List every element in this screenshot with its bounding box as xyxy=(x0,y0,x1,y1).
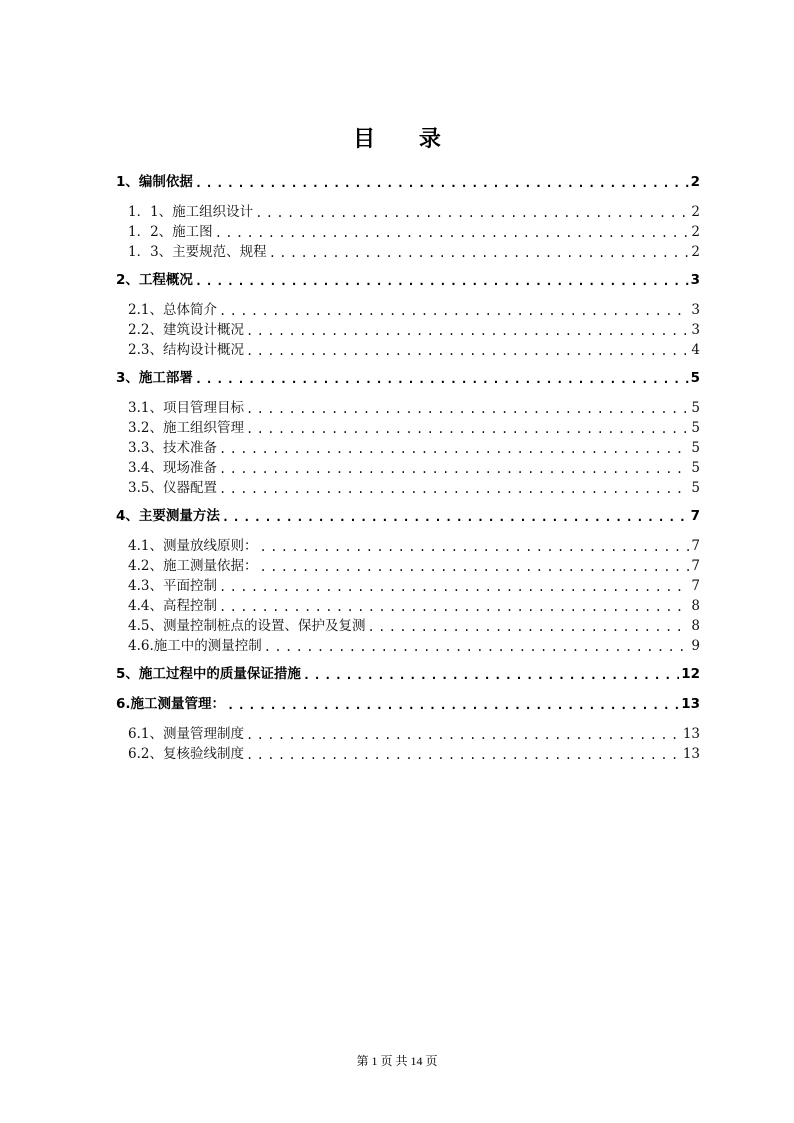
toc-page-number: 2 xyxy=(690,174,700,190)
toc-page-number: 5 xyxy=(690,370,700,386)
toc-page-number: 8 xyxy=(691,618,700,634)
toc-dot-leader xyxy=(303,666,679,684)
toc-page-number: 12 xyxy=(681,666,700,682)
toc-subsection-entry[interactable] xyxy=(116,576,700,596)
toc-entry-label: 2、工程概况 xyxy=(116,272,193,288)
toc-page-number: 13 xyxy=(682,726,700,742)
toc-dot-leader xyxy=(264,638,690,656)
toc-entry-label: 6.1、测量管理制度 xyxy=(128,726,244,742)
toc-section-entry[interactable] xyxy=(116,694,700,714)
toc-page-number: 7 xyxy=(691,538,700,554)
toc-dot-leader xyxy=(219,460,689,478)
toc-entry-label: 1．3、主要规范、规程 xyxy=(128,244,267,260)
toc-page-number: 13 xyxy=(682,746,700,762)
page-footer: 第 1 页 共 14 页 xyxy=(356,1054,438,1068)
toc-page-number: 13 xyxy=(681,696,700,712)
toc-section-entry[interactable] xyxy=(116,368,700,388)
toc-page-number: 7 xyxy=(690,508,700,524)
toc-dot-leader xyxy=(246,322,689,340)
toc-subsection-entry[interactable] xyxy=(116,222,700,242)
toc-dot-leader xyxy=(195,174,689,192)
toc-dot-leader xyxy=(195,370,689,388)
toc-entry-label: 4.5、测量控制桩点的设置、保护及复测 xyxy=(128,618,366,634)
toc-subsection-entry[interactable] xyxy=(116,320,700,340)
toc-entry-label: 4.2、施工测量依据： xyxy=(128,558,258,574)
toc-subsection-entry[interactable] xyxy=(116,536,700,556)
toc-dot-leader xyxy=(259,558,689,576)
toc-subsection-entry[interactable] xyxy=(116,636,700,656)
toc-dot-leader xyxy=(227,696,679,714)
toc-page-number: 3 xyxy=(691,322,700,338)
toc-entry-label: 3.4、现场准备 xyxy=(128,460,217,476)
toc-entry-label: 4、主要测量方法 xyxy=(116,508,220,524)
toc-page-number: 3 xyxy=(691,302,700,318)
page-title: 目 录 xyxy=(353,127,459,152)
toc-subsection-entry[interactable] xyxy=(116,616,700,636)
toc-entry-label: 3、施工部署 xyxy=(116,370,193,386)
toc-section-entry[interactable] xyxy=(116,664,700,684)
toc-entry-label: 3.2、施工组织管理 xyxy=(128,420,244,436)
toc-dot-leader xyxy=(246,420,689,438)
toc-page-number: 2 xyxy=(691,224,700,240)
toc-dot-leader xyxy=(219,302,689,320)
toc-dot-leader xyxy=(219,578,689,596)
toc-entry-label: 2.1、总体简介 xyxy=(128,302,217,318)
toc-entry-label: 5、施工过程中的质量保证措施 xyxy=(116,666,301,682)
toc-dot-leader xyxy=(246,400,689,418)
toc-dot-leader xyxy=(215,224,690,242)
toc-dot-leader xyxy=(195,272,689,290)
toc-page-number: 5 xyxy=(691,420,700,436)
toc-subsection-entry[interactable] xyxy=(116,724,700,744)
toc-dot-leader xyxy=(222,508,689,526)
toc-dot-leader xyxy=(246,342,689,360)
toc-subsection-entry[interactable] xyxy=(116,744,700,764)
toc-dot-leader xyxy=(246,746,681,764)
toc-entry-label: 6.施工测量管理： xyxy=(116,696,226,712)
toc-entry-label: 3.3、技术准备 xyxy=(128,440,217,456)
toc-subsection-entry[interactable] xyxy=(116,478,700,498)
toc-subsection-entry[interactable] xyxy=(116,202,700,222)
toc-page-number: 9 xyxy=(691,638,700,654)
toc-section-entry[interactable] xyxy=(116,172,700,192)
toc-subsection-entry[interactable] xyxy=(116,242,700,262)
toc-page-number: 4 xyxy=(691,342,700,358)
toc-entry-label: 4.6.施工中的测量控制 xyxy=(128,638,262,654)
toc-dot-leader xyxy=(219,440,689,458)
toc-dot-leader xyxy=(367,618,689,636)
toc-dot-leader xyxy=(219,598,689,616)
toc-subsection-entry[interactable] xyxy=(116,418,700,438)
toc-entry-label: 6.2、复核验线制度 xyxy=(128,746,244,762)
toc-dot-leader xyxy=(269,244,690,262)
toc-subsection-entry[interactable] xyxy=(116,556,700,576)
toc-dot-leader xyxy=(255,204,689,222)
toc-page-number: 2 xyxy=(691,244,700,260)
toc-page-number: 2 xyxy=(691,204,700,220)
toc-page-number: 7 xyxy=(691,578,700,594)
toc-section-entry[interactable] xyxy=(116,270,700,290)
toc-dot-leader xyxy=(219,480,689,498)
toc-page-number: 7 xyxy=(691,558,700,574)
toc-entry-label: 4.4、高程控制 xyxy=(128,598,217,614)
toc-page-number: 5 xyxy=(691,440,700,456)
toc-subsection-entry[interactable] xyxy=(116,300,700,320)
toc-entry-label: 3.5、仪器配置 xyxy=(128,480,217,496)
toc-entry-label: 1．1、施工组织设计 xyxy=(128,204,254,220)
toc-page-number: 5 xyxy=(691,460,700,476)
toc-subsection-entry[interactable] xyxy=(116,596,700,616)
toc-dot-leader xyxy=(259,538,689,556)
toc-entry-label: 1．2、施工图 xyxy=(128,224,213,240)
toc-subsection-entry[interactable] xyxy=(116,340,700,360)
toc-section-entry[interactable] xyxy=(116,506,700,526)
toc-subsection-entry[interactable] xyxy=(116,438,700,458)
toc-entry-label: 2.3、结构设计概况 xyxy=(128,342,244,358)
toc-entry-label: 2.2、建筑设计概况 xyxy=(128,322,244,338)
toc-subsection-entry[interactable] xyxy=(116,458,700,478)
table-of-contents xyxy=(116,164,700,764)
toc-page-number: 5 xyxy=(691,400,700,416)
toc-entry-label: 1、编制依据 xyxy=(116,174,193,190)
toc-page-number: 3 xyxy=(690,272,700,288)
toc-page-number: 8 xyxy=(691,598,700,614)
toc-page-number: 5 xyxy=(691,480,700,496)
toc-subsection-entry[interactable] xyxy=(116,398,700,418)
toc-dot-leader xyxy=(246,726,681,744)
toc-entry-label: 3.1、项目管理目标 xyxy=(128,400,244,416)
toc-entry-label: 4.1、测量放线原则： xyxy=(128,538,258,554)
toc-entry-label: 4.3、平面控制 xyxy=(128,578,217,594)
